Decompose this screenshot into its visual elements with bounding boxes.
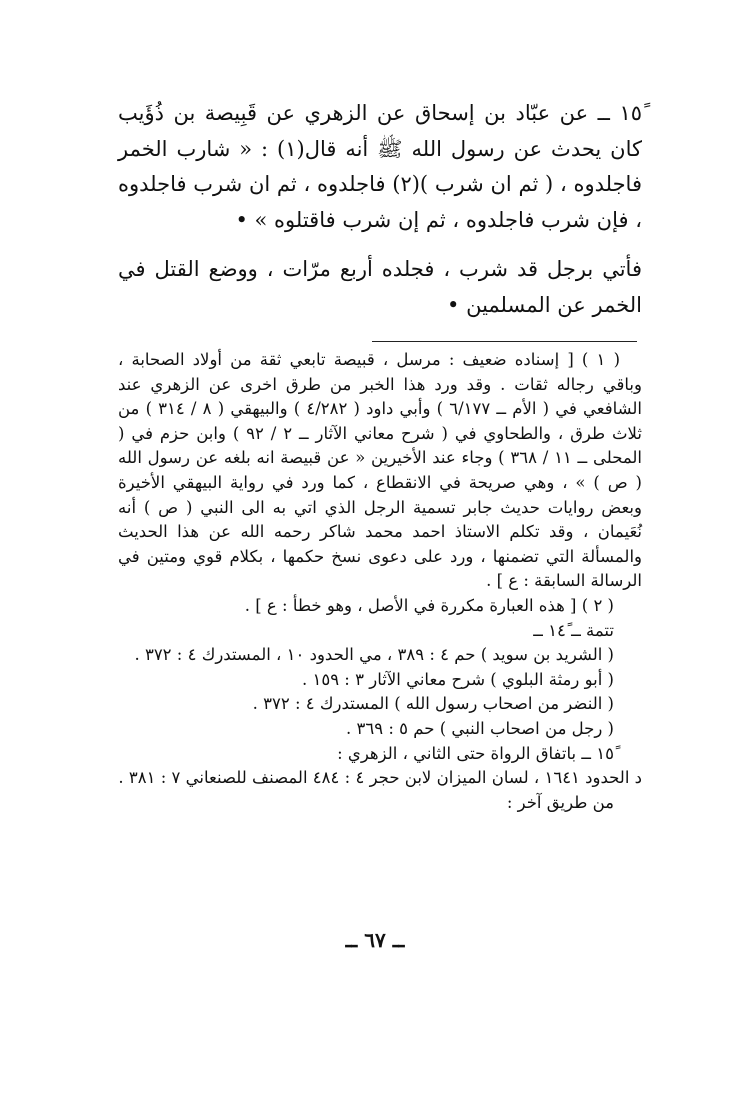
hadith-paragraph: فأتي برجل قد شرب ، فجلده أربع مرّات ، ووضع القتل في الخمر عن المسلمين • [118,257,642,317]
tatimma-heading: تتمة ــ ١٤ً ــ [533,620,614,640]
hadith-text [118,96,642,323]
footnote-1: ( ١ ) [ إسناده ضعيف : مرسل ، قبيصة تابعي ثقة من أولاد الصحابة ، وباقي رجاله ثقات . وقد ورد هذا الخبر من طرق اخرى عن الزهري عند الشافعي في ( الأم ــ ٦/١٧٧ ) وأبي داود ( ٤/٢٨٢ ) والبيهقي ( ٨ / ٣١٤ ) من ثلاث طرق ، والطحاوي في ( شرح معاني الآثار ــ ٢ / ٩٢ ) وابن حزم في ( المحلى ــ ١١ / ٣٦٨ ) وجاء عند الأخيرين « عن قبيصة انه بلغه عن رسول الله ( ص ) » ، وهي صريحة في الانقطاع ، كما ورد في رواية البيهقي الأخيرة وبعض روايات حديث جابر تسمية الرجل الذي اتي به الى النبي ( ص ) أنه نُعَيمان ، وقد تكلم الاستاذ احمد محمد شاكر رحمه الله عن هذا الحديث والمسألة التي تضمنها ، ورد على دعوى نسخ حكمها ، بكلام قوي ومتين في الرسالة السابقة : ع ] . [118,350,642,591]
reference-line: ( أبو رمثة البلوي ) شرح معاني الآثار ٣ : ١٥٩ . [301,669,614,689]
reference-line: ( النضر من اصحاب رسول الله ) المستدرك ٤ : ٣٧٢ . [252,694,614,714]
reference-line: ( رجل من اصحاب النبي ) حم ٥ : ٣٦٩ . [346,718,614,738]
reference-line: ( الشريد بن سويد ) حم ٤ : ٣٨٩ ، مي الحدود ١٠ ، المستدرك ٤ : ٣٧٢ . [134,645,614,665]
reference-line: ١٥ً ــ باتفاق الرواة حتى الثاني ، الزهري : [337,743,614,763]
page-number: ــ ٦٧ ــ [345,928,405,952]
reference-line: د الحدود ١٦٤١ ، لسان الميزان لابن حجر ٤ : ٤٨٤ المصنف للصنعاني ٧ : ٣٨١ . [118,768,642,788]
footnote-2: ( ٢ ) [ هذه العبارة مكررة في الأصل ، وهو خطأ : ع ] . [244,595,614,615]
hadith-paragraph: ١٥ً ــ عن عبّاد بن إسحاق عن الزهري عن قَبِيصة بن ذُؤَيب كان يحدث عن رسول الله ﷺ أنه قال(١) : « شارب الخمر فاجلدوه ، ( ثم ان شرب )(٢) فاجلدوه ، ثم ان شرب فاجلدوه ، فإن شرب فاجلدوه ، ثم إن شرب فاقتلوه » • [118,101,642,232]
footnotes [118,348,642,815]
reference-line: من طريق آخر : [506,792,614,812]
footnote-separator [372,341,637,342]
